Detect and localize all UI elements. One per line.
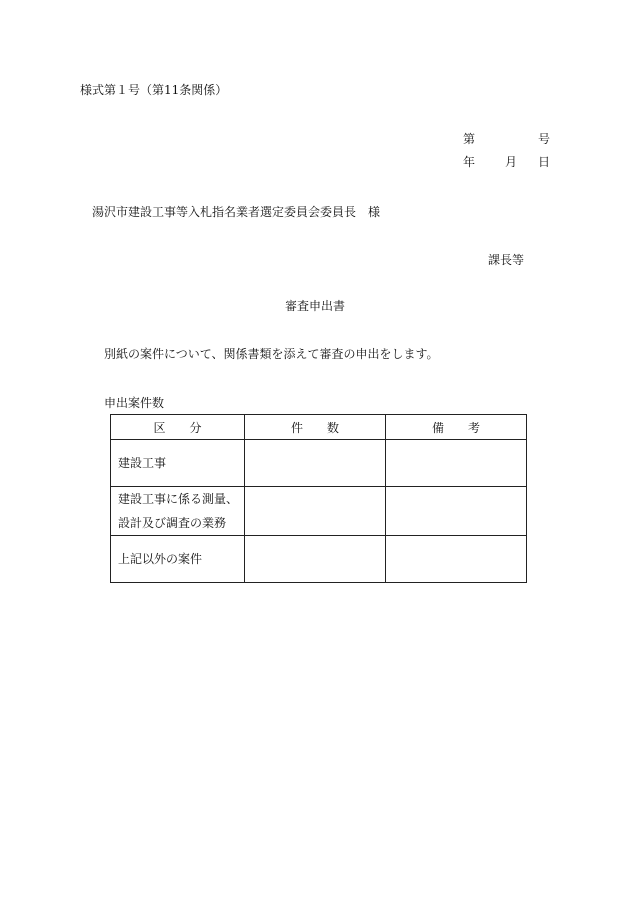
date-day: 日 xyxy=(537,155,550,169)
case-count-table xyxy=(110,414,527,583)
category-cell xyxy=(111,487,245,536)
category-line: 建設工事に係る測量、 xyxy=(118,492,239,506)
header-remarks: 備 考 xyxy=(386,415,527,440)
header-count: 件 数 xyxy=(245,415,386,440)
count-cell[interactable] xyxy=(245,440,386,487)
category-line: 設計及び調査の業務 xyxy=(118,516,227,530)
document-title: 審査申出書 xyxy=(284,299,345,313)
date-year: 年 xyxy=(463,155,476,169)
category-line: 建設工事 xyxy=(118,456,167,470)
count-cell[interactable] xyxy=(245,536,386,583)
header-category: 区 分 xyxy=(111,415,245,440)
remarks-cell[interactable] xyxy=(386,440,527,487)
document-number-line xyxy=(463,133,550,147)
sender: 課長等 xyxy=(488,253,525,267)
table-row xyxy=(111,487,527,536)
category-cell xyxy=(111,536,245,583)
table-row xyxy=(111,536,527,583)
number-suffix: 号 xyxy=(537,132,550,146)
category-line: 上記以外の案件 xyxy=(118,552,203,566)
table-header-row xyxy=(111,415,527,440)
remarks-cell[interactable] xyxy=(386,536,527,583)
number-prefix: 第 xyxy=(463,132,476,146)
table-row xyxy=(111,440,527,487)
category-cell xyxy=(111,440,245,487)
form-number-label: 様式第１号（第11条関係） xyxy=(80,83,228,97)
count-cell[interactable] xyxy=(245,487,386,536)
remarks-cell[interactable] xyxy=(386,487,527,536)
body-text: 別紙の案件について、関係書類を添えて審査の申出をします。 xyxy=(104,347,439,361)
addressee: 湯沢市建設工事等入札指名業者選定委員会委員長 様 xyxy=(92,205,381,219)
date-line xyxy=(463,156,550,170)
date-month: 月 xyxy=(505,155,518,169)
case-count-label: 申出案件数 xyxy=(104,396,165,410)
